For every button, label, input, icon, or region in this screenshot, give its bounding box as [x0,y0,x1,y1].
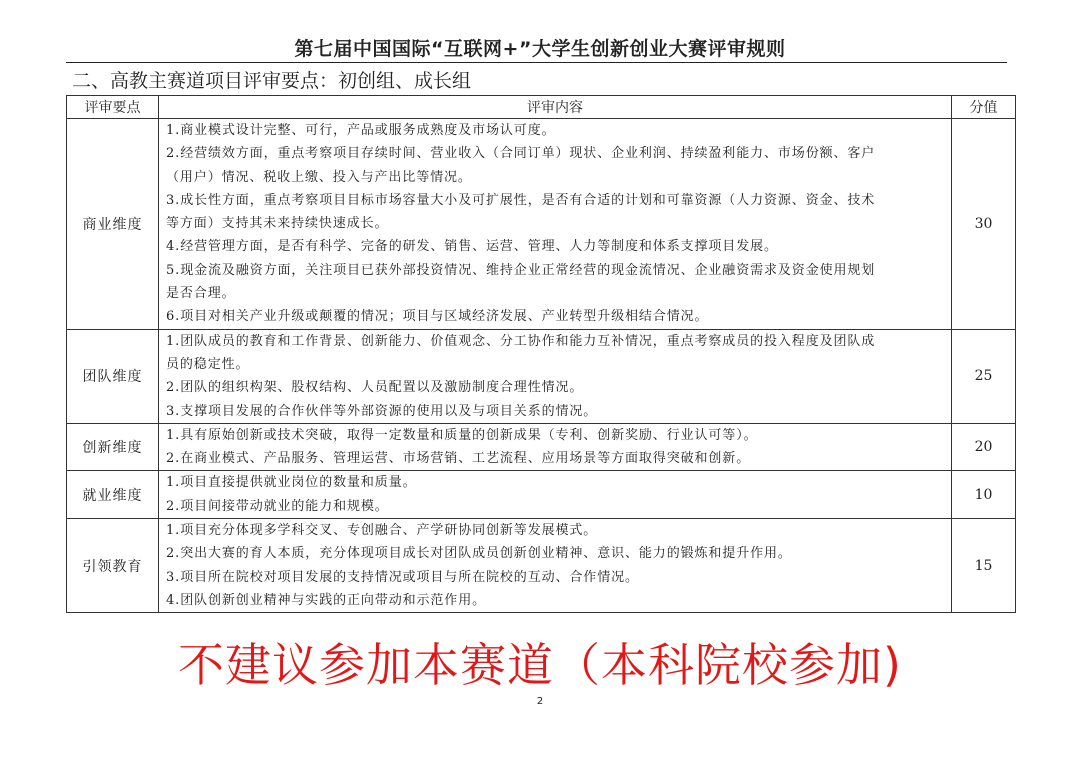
criteria-content [159,329,952,423]
title-divider [66,62,1007,63]
header-content: 评审内容 [159,96,952,119]
criteria-content [159,519,952,613]
criteria-line: 1.项目直接提供就业岗位的数量和质量。 [166,475,417,491]
criteria-line: 3.项目所在院校对项目发展的支持情况或项目与所在院校的互动、合作情况。 [166,569,639,585]
criteria-line: （用户）情况、税收上缴、投入与产出比等情况。 [166,169,472,185]
criteria-score: 10 [952,471,1016,519]
criteria-line: 1.项目充分体现多学科交叉、专创融合、产学研协同创新等发展模式。 [166,523,598,539]
page-number: 2 [536,696,544,707]
track-recommendation-notice: 不建议参加本赛道（本科院校参加) [178,638,902,692]
criteria-line: 1.具有原始创新或技术突破，取得一定数量和质量的创新成果（专利、创新奖励、行业认可等）。 [166,427,758,443]
criteria-dimension: 团队维度 [67,329,159,423]
criteria-dimension: 创新维度 [67,423,159,471]
criteria-line: 2.项目间接带动就业的能力和规模。 [166,498,389,514]
criteria-line: 等方面）支持其未来持续快速成长。 [166,216,389,232]
criteria-dimension: 商业维度 [67,119,159,330]
criteria-content [159,423,952,471]
review-criteria-table [66,95,1016,613]
criteria-line: 员的稳定性。 [166,356,250,372]
criteria-score: 15 [952,519,1016,613]
criteria-score: 25 [952,329,1016,423]
table-body [67,119,1016,613]
criteria-content [159,471,952,519]
criteria-line: 6.项目对相关产业升级或颠覆的情况；项目与区域经济发展、产业转型升级相结合情况。 [166,309,709,325]
criteria-line: 4.团队创新创业精神与实践的正向带动和示范作用。 [166,592,487,608]
criteria-score: 30 [952,119,1016,330]
table-row [67,471,1016,519]
criteria-dimension: 就业维度 [67,471,159,519]
criteria-line: 3.支撑项目发展的合作伙伴等外部资源的使用以及与项目关系的情况。 [166,403,598,419]
criteria-score: 20 [952,423,1016,471]
criteria-content [159,119,952,330]
table-row [67,519,1016,613]
criteria-line: 是否合理。 [166,286,236,302]
criteria-line: 2.在商业模式、产品服务、管理运营、市场营销、工艺流程、应用场景等方面取得突破和创新。 [166,451,751,467]
table-row [67,423,1016,471]
document-title: 第七届中国国际“互联网+”大学生创新创业大赛评审规则 [294,38,786,60]
criteria-line: 3.成长性方面，重点考察项目目标市场容量大小及可扩展性，是否有合适的计划和可靠资源（人力资源、资金、技术 [166,192,876,208]
criteria-line: 1.团队成员的教育和工作背景、创新能力、价值观念、分工协作和能力互补情况，重点考察成员的投入程度及团队成 [166,333,876,349]
criteria-line: 1.商业模式设计完整、可行，产品或服务成熟度及市场认可度。 [166,123,556,138]
table-row [67,329,1016,423]
criteria-line: 2.突出大赛的育人本质，充分体现项目成长对团队成员创新创业精神、意识、能力的锻炼和提升作用。 [166,546,792,562]
section-heading: 二、高教主赛道项目评审要点：初创组、成长组 [72,70,472,92]
criteria-line: 5.现金流及融资方面，关注项目已获外部投资情况、维持企业正常经营的现金流情况、企业融资需求及资金使用规划 [166,262,876,278]
criteria-line: 2.经营绩效方面，重点考察项目存续时间、营业收入（合同订单）现状、企业利润、持续盈利能力、市场份额、客户 [166,146,876,162]
table-header-row [67,96,1016,119]
header-score: 分值 [952,96,1016,119]
table-row [67,119,1016,330]
criteria-dimension: 引领教育 [67,519,159,613]
header-dimension: 评审要点 [67,96,159,119]
criteria-line: 2.团队的组织构架、股权结构、人员配置以及激励制度合理性情况。 [166,380,584,396]
criteria-line: 4.经营管理方面，是否有科学、完备的研发、销售、运营、管理、人力等制度和体系支撑项目发展。 [166,239,778,255]
